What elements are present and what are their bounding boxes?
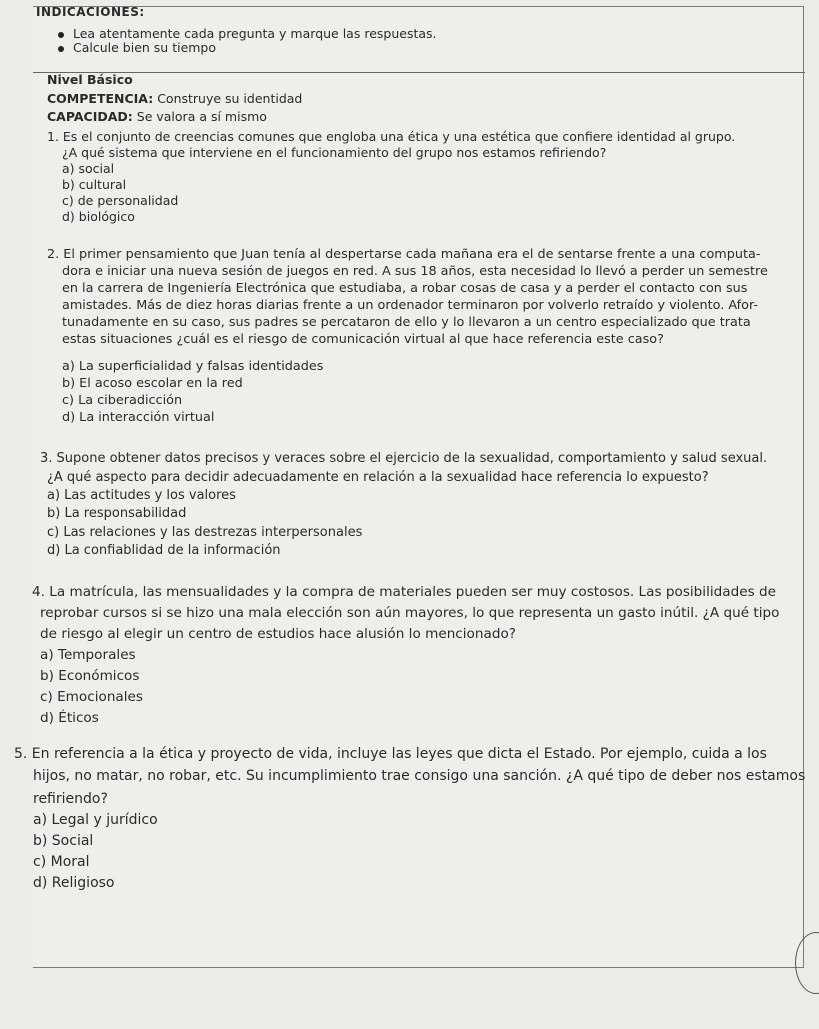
competencia-value: Construye su identidad xyxy=(157,91,303,106)
question-2-line-3: en la carrera de Ingeniería Electrónica que estudiaba, a robar cosas de casa y a perder el contacto con sus xyxy=(62,281,748,296)
q5-option-c[interactable]: c) Moral xyxy=(33,854,90,870)
q1-option-b[interactable]: b) cultural xyxy=(62,177,127,192)
q2-option-a[interactable]: a) La superficialidad y falsas identidades xyxy=(62,359,324,374)
capacidad-line xyxy=(47,109,267,125)
q2-option-b[interactable]: b) El acoso escolar en la red xyxy=(62,376,243,391)
question-4-line-1: 4. La matrícula, las mensualidades y la compra de materiales pueden ser muy costosos. Las posibilidades de xyxy=(32,584,776,600)
question-2-line-6: estas situaciones ¿cuál es el riesgo de comunicación virtual al que hace referencia este caso? xyxy=(62,332,664,347)
question-3-line-1: 3. Supone obtener datos precisos y veraces sobre el ejercicio de la sexualidad, comportamiento y salud sexual. xyxy=(40,451,768,466)
q4-option-b[interactable]: b) Económicos xyxy=(40,668,140,684)
question-4-line-2: reprobar cursos si se hizo una mala elección son aún mayores, lo que representa un gasto inútil. ¿A qué tipo xyxy=(40,605,780,621)
question-4-line-3: de riesgo al elegir un centro de estudios hace alusión lo mencionado? xyxy=(40,626,516,642)
q1-option-d[interactable]: d) biológico xyxy=(62,209,135,224)
q2-option-d[interactable]: d) La interacción virtual xyxy=(62,410,215,425)
question-1-line-2: ¿A qué sistema que interviene en el funcionamiento del grupo nos estamos refiriendo? xyxy=(62,145,607,160)
question-2-line-5: tunadamente en su caso, sus padres se percataron de ello y lo llevaron a un centro especializado que trata xyxy=(62,315,751,330)
competencia-label: COMPETENCIA: xyxy=(47,91,154,106)
q4-option-c[interactable]: c) Emocionales xyxy=(40,689,143,705)
q5-option-b[interactable]: b) Social xyxy=(33,833,94,849)
q1-option-a[interactable]: a) social xyxy=(62,161,115,176)
instruction-2: Calcule bien su tiempo xyxy=(73,40,217,55)
question-5-line-1: 5. En referencia a la ética y proyecto de vida, incluye las leyes que dicta el Estado. Por ejemplo, cuida a los xyxy=(14,746,767,762)
competencia-line xyxy=(47,91,302,107)
q3-option-c[interactable]: c) Las relaciones y las destrezas interpersonales xyxy=(47,525,363,540)
q3-option-d[interactable]: d) La confiablidad de la información xyxy=(47,543,281,558)
q3-option-b[interactable]: b) La responsabilidad xyxy=(47,506,187,521)
question-3-line-2: ¿A qué aspecto para decidir adecuadamente en relación a la sexualidad hace referencia lo expuesto? xyxy=(47,470,709,485)
bullet-icon xyxy=(58,32,64,38)
question-2-line-2: dora e iniciar una nueva sesión de juegos en red. A sus 18 años, esta necesidad lo llevó a perder un semestre xyxy=(62,264,768,279)
q2-option-c[interactable]: c) La ciberadicción xyxy=(62,393,183,408)
instruction-1: Lea atentamente cada pregunta y marque las respuestas. xyxy=(73,26,437,41)
q4-option-d[interactable]: d) Éticos xyxy=(40,710,99,726)
q4-option-a[interactable]: a) Temporales xyxy=(40,647,136,663)
q5-option-a[interactable]: a) Legal y jurídico xyxy=(33,812,158,828)
capacidad-value: Se valora a sí mismo xyxy=(136,109,267,124)
q5-option-d[interactable]: d) Religioso xyxy=(33,875,115,891)
q1-option-c[interactable]: c) de personalidad xyxy=(62,193,179,208)
capacidad-label: CAPACIDAD: xyxy=(47,109,133,124)
question-1-line-1: 1. Es el conjunto de creencias comunes que engloba una ética y una estética que confiere identidad al grupo. xyxy=(47,129,736,144)
q3-option-a[interactable]: a) Las actitudes y los valores xyxy=(47,488,236,503)
instructions-title: INDICACIONES: xyxy=(36,5,145,19)
question-2-line-1: 2. El primer pensamiento que Juan tenía al despertarse cada mañana era el de sentarse frente a una computa- xyxy=(47,247,761,262)
bullet-icon xyxy=(58,46,64,52)
question-2-line-4: amistades. Más de diez horas diarias frente a un ordenador terminaron por volverlo retraído y violento. Afor- xyxy=(62,298,759,313)
level-label: Nivel Básico xyxy=(47,72,133,87)
question-5-line-2: hijos, no matar, no robar, etc. Su incumplimiento trae consigo una sanción. ¿A qué tipo de deber nos estamos xyxy=(33,768,806,784)
header-divider xyxy=(33,72,805,73)
question-5-line-3: refiriendo? xyxy=(33,791,108,807)
